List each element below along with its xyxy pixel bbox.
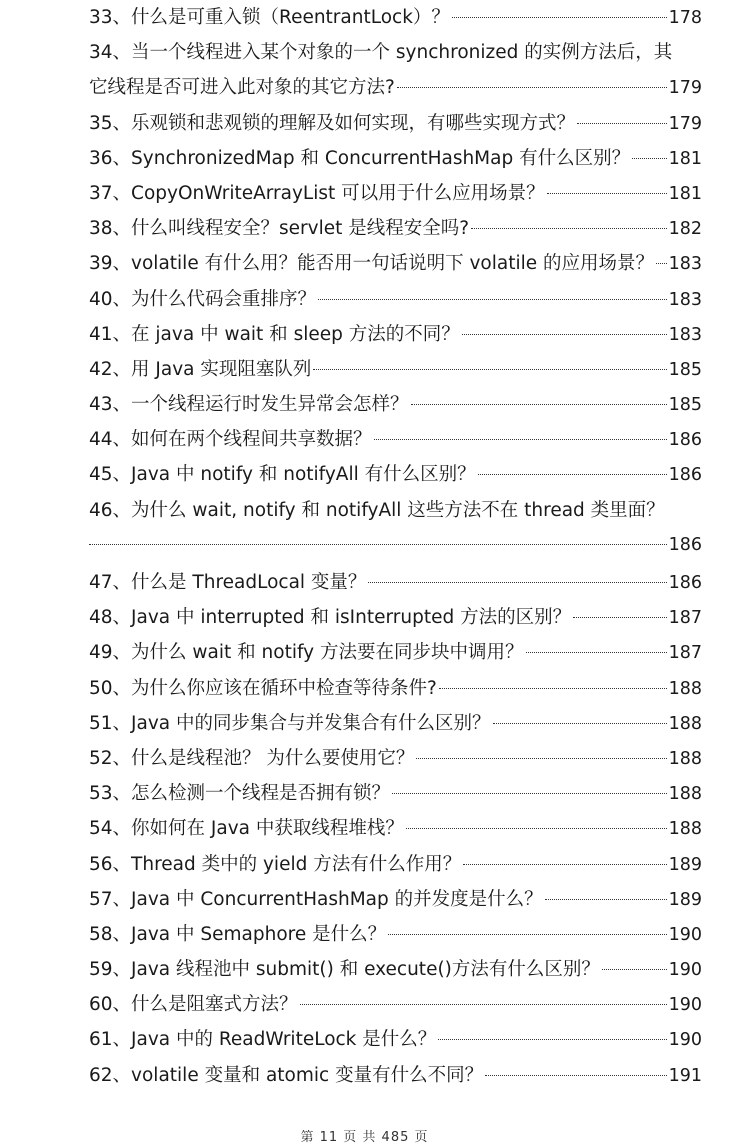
dot-leader bbox=[478, 474, 667, 475]
toc-entry-title: 53、怎么检测一个线程是否拥有锁？ bbox=[89, 783, 391, 805]
toc-entry-page: 179 bbox=[668, 78, 702, 99]
dot-leader bbox=[439, 688, 667, 689]
toc-entry-page: 190 bbox=[668, 924, 702, 945]
toc-entry[interactable] bbox=[89, 106, 702, 141]
toc-entry-page: 189 bbox=[668, 889, 702, 910]
toc-entry[interactable] bbox=[89, 776, 702, 811]
toc-entry-page: 183 bbox=[668, 324, 702, 345]
dot-leader bbox=[462, 334, 667, 335]
toc-entry[interactable] bbox=[89, 671, 702, 706]
dot-leader bbox=[300, 1004, 667, 1005]
toc-entry-page: 188 bbox=[668, 819, 702, 840]
toc-entry[interactable] bbox=[89, 282, 702, 317]
toc-entry-title: 47、什么是 ThreadLocal 变量？ bbox=[89, 572, 367, 593]
toc-entry-page: 190 bbox=[668, 960, 702, 981]
dot-leader bbox=[485, 1075, 667, 1076]
dot-leader bbox=[397, 87, 667, 88]
dot-leader bbox=[547, 193, 667, 194]
toc-entry-page: 188 bbox=[668, 784, 702, 805]
dot-leader bbox=[411, 404, 667, 405]
toc-entry[interactable] bbox=[89, 493, 702, 528]
toc-entry[interactable] bbox=[89, 811, 702, 846]
toc-entry-title: 37、CopyOnWriteArrayList 可以用于什么应用场景？ bbox=[89, 182, 545, 204]
dot-leader bbox=[374, 439, 667, 440]
toc-entry-page: 191 bbox=[668, 1065, 702, 1086]
toc-entry-title: 39、volatile 有什么用？能否用一句话说明下 volatile 的应用场景？ bbox=[89, 253, 655, 275]
toc-entry[interactable] bbox=[89, 600, 702, 635]
toc-entry-page: 186 bbox=[668, 465, 702, 486]
toc-entry-page: 189 bbox=[668, 854, 702, 875]
table-of-contents bbox=[89, 0, 702, 1093]
toc-entry[interactable] bbox=[89, 422, 702, 457]
toc-entry-title: 33、什么是可重入锁（ReentrantLock）？ bbox=[89, 7, 450, 28]
toc-entry[interactable] bbox=[89, 882, 702, 917]
toc-entry-page: 183 bbox=[668, 289, 702, 310]
toc-entry-title: 62、volatile 变量和 atomic 变量有什么不同？ bbox=[89, 1064, 484, 1086]
toc-entry-title: 51、Java 中的同步集合与并发集合有什么区别？ bbox=[89, 712, 491, 734]
toc-entry-page: 190 bbox=[668, 1030, 702, 1051]
toc-entry-title: 34、当一个线程进入某个对象的一个 synchronized 的实例方法后，其 bbox=[89, 42, 673, 64]
toc-entry-title: 40、为什么代码会重排序？ bbox=[89, 288, 317, 310]
toc-entry[interactable] bbox=[89, 706, 702, 741]
toc-entry-page: 179 bbox=[668, 113, 702, 134]
toc-entry-page: 185 bbox=[668, 359, 702, 380]
toc-entry-title: 60、什么是阻塞式方法？ bbox=[89, 994, 298, 1016]
toc-entry-title: 43、一个线程运行时发生异常会怎样？ bbox=[89, 394, 409, 416]
toc-entry[interactable] bbox=[89, 70, 702, 105]
toc-entry-page: 183 bbox=[668, 254, 702, 275]
toc-entry[interactable] bbox=[89, 352, 702, 387]
dot-leader bbox=[318, 299, 667, 300]
toc-entry-title: 58、Java 中 Semaphore 是什么？ bbox=[89, 923, 387, 945]
toc-entry[interactable] bbox=[89, 952, 702, 987]
toc-entry[interactable] bbox=[89, 565, 702, 600]
toc-entry-title: 42、用 Java 实现阻塞队列 bbox=[89, 358, 312, 380]
toc-entry[interactable] bbox=[89, 246, 702, 281]
dot-leader bbox=[392, 793, 667, 794]
toc-entry-title: 46、为什么 wait, notify 和 notifyAll 这些方法不在 thread 类里面？ bbox=[89, 499, 665, 521]
toc-entry-title: 61、Java 中的 ReadWriteLock 是什么？ bbox=[89, 1029, 437, 1051]
toc-entry[interactable] bbox=[89, 917, 702, 952]
toc-entry-title: 56、Thread 类中的 yield 方法有什么作用？ bbox=[89, 853, 462, 875]
toc-entry-title: 48、Java 中 interrupted 和 isInterrupted 方法的区别？ bbox=[89, 607, 572, 629]
dot-leader bbox=[577, 123, 667, 124]
toc-entry-page: 187 bbox=[668, 643, 702, 664]
toc-entry-page: 190 bbox=[668, 995, 702, 1016]
dot-leader bbox=[656, 263, 667, 264]
dot-leader bbox=[89, 544, 667, 545]
toc-entry-title: 35、乐观锁和悲观锁的理解及如何实现，有哪些实现方式？ bbox=[89, 112, 576, 134]
toc-entry-page: 186 bbox=[668, 534, 702, 555]
toc-entry-page: 178 bbox=[668, 8, 702, 28]
toc-entry[interactable] bbox=[89, 211, 702, 246]
toc-entry-title: 59、Java 线程池中 submit() 和 execute()方法有什么区别？ bbox=[89, 959, 600, 981]
toc-entry-page: 185 bbox=[668, 395, 702, 416]
toc-entry-page: 188 bbox=[668, 748, 702, 769]
dot-leader bbox=[632, 158, 666, 159]
toc-entry-title: 45、Java 中 notify 和 notifyAll 有什么区别？ bbox=[89, 464, 476, 486]
toc-entry-page: 182 bbox=[668, 219, 702, 240]
toc-entry-title: 41、在 java 中 wait 和 sleep 方法的不同？ bbox=[89, 323, 460, 345]
dot-leader bbox=[416, 758, 666, 759]
toc-entry[interactable] bbox=[89, 35, 702, 70]
toc-entry[interactable] bbox=[89, 141, 702, 176]
toc-entry-title: 44、如何在两个线程间共享数据？ bbox=[89, 429, 372, 451]
page-footer: 第 11 页 共 485 页 bbox=[300, 1130, 429, 1145]
dot-leader bbox=[313, 369, 666, 370]
toc-entry-page: 188 bbox=[668, 678, 702, 699]
dot-leader bbox=[452, 17, 667, 18]
toc-entry-title: 49、为什么 wait 和 notify 方法要在同步块中调用？ bbox=[89, 642, 524, 664]
toc-entry[interactable] bbox=[89, 987, 702, 1022]
toc-entry[interactable] bbox=[89, 1022, 702, 1057]
toc-entry[interactable] bbox=[89, 387, 702, 422]
toc-entry[interactable] bbox=[89, 528, 702, 563]
toc-entry[interactable] bbox=[89, 317, 702, 352]
toc-entry[interactable] bbox=[89, 847, 702, 882]
dot-leader bbox=[438, 1039, 666, 1040]
toc-entry[interactable] bbox=[89, 176, 702, 211]
toc-entry-page: 181 bbox=[668, 148, 702, 169]
toc-entry-page: 188 bbox=[668, 713, 702, 734]
dot-leader bbox=[388, 934, 666, 935]
toc-entry-page: 186 bbox=[668, 573, 702, 593]
toc-entry-page: 186 bbox=[668, 430, 702, 451]
toc-entry-title: 36、SynchronizedMap 和 ConcurrentHashMap 有什么区别？ bbox=[89, 147, 631, 169]
toc-entry[interactable] bbox=[89, 457, 702, 492]
toc-entry[interactable] bbox=[89, 635, 702, 670]
dot-leader bbox=[602, 969, 667, 970]
dot-leader bbox=[573, 617, 667, 618]
dot-leader bbox=[368, 582, 666, 583]
toc-entry-page: 181 bbox=[668, 183, 702, 204]
toc-entry-title: 它线程是否可进入此对象的其它方法? bbox=[89, 77, 395, 99]
toc-entry-title: 57、Java 中 ConcurrentHashMap 的并发度是什么？ bbox=[89, 888, 543, 910]
toc-entry-title: 54、你如何在 Java 中获取线程堆栈？ bbox=[89, 818, 404, 840]
toc-entry-title: 52、什么是线程池？ 为什么要使用它？ bbox=[89, 747, 415, 769]
toc-entry[interactable] bbox=[89, 0, 702, 35]
dot-leader bbox=[545, 899, 667, 900]
toc-entry-page: 187 bbox=[668, 608, 702, 629]
toc-entry[interactable] bbox=[89, 1058, 702, 1093]
dot-leader bbox=[463, 864, 666, 865]
toc-entry-title: 38、什么叫线程安全？servlet 是线程安全吗? bbox=[89, 218, 470, 240]
dot-leader bbox=[526, 652, 667, 653]
dot-leader bbox=[406, 828, 667, 829]
dot-leader bbox=[493, 723, 667, 724]
toc-entry[interactable] bbox=[89, 741, 702, 776]
toc-entry-title: 50、为什么你应该在循环中检查等待条件? bbox=[89, 677, 437, 699]
dot-leader bbox=[471, 228, 667, 229]
